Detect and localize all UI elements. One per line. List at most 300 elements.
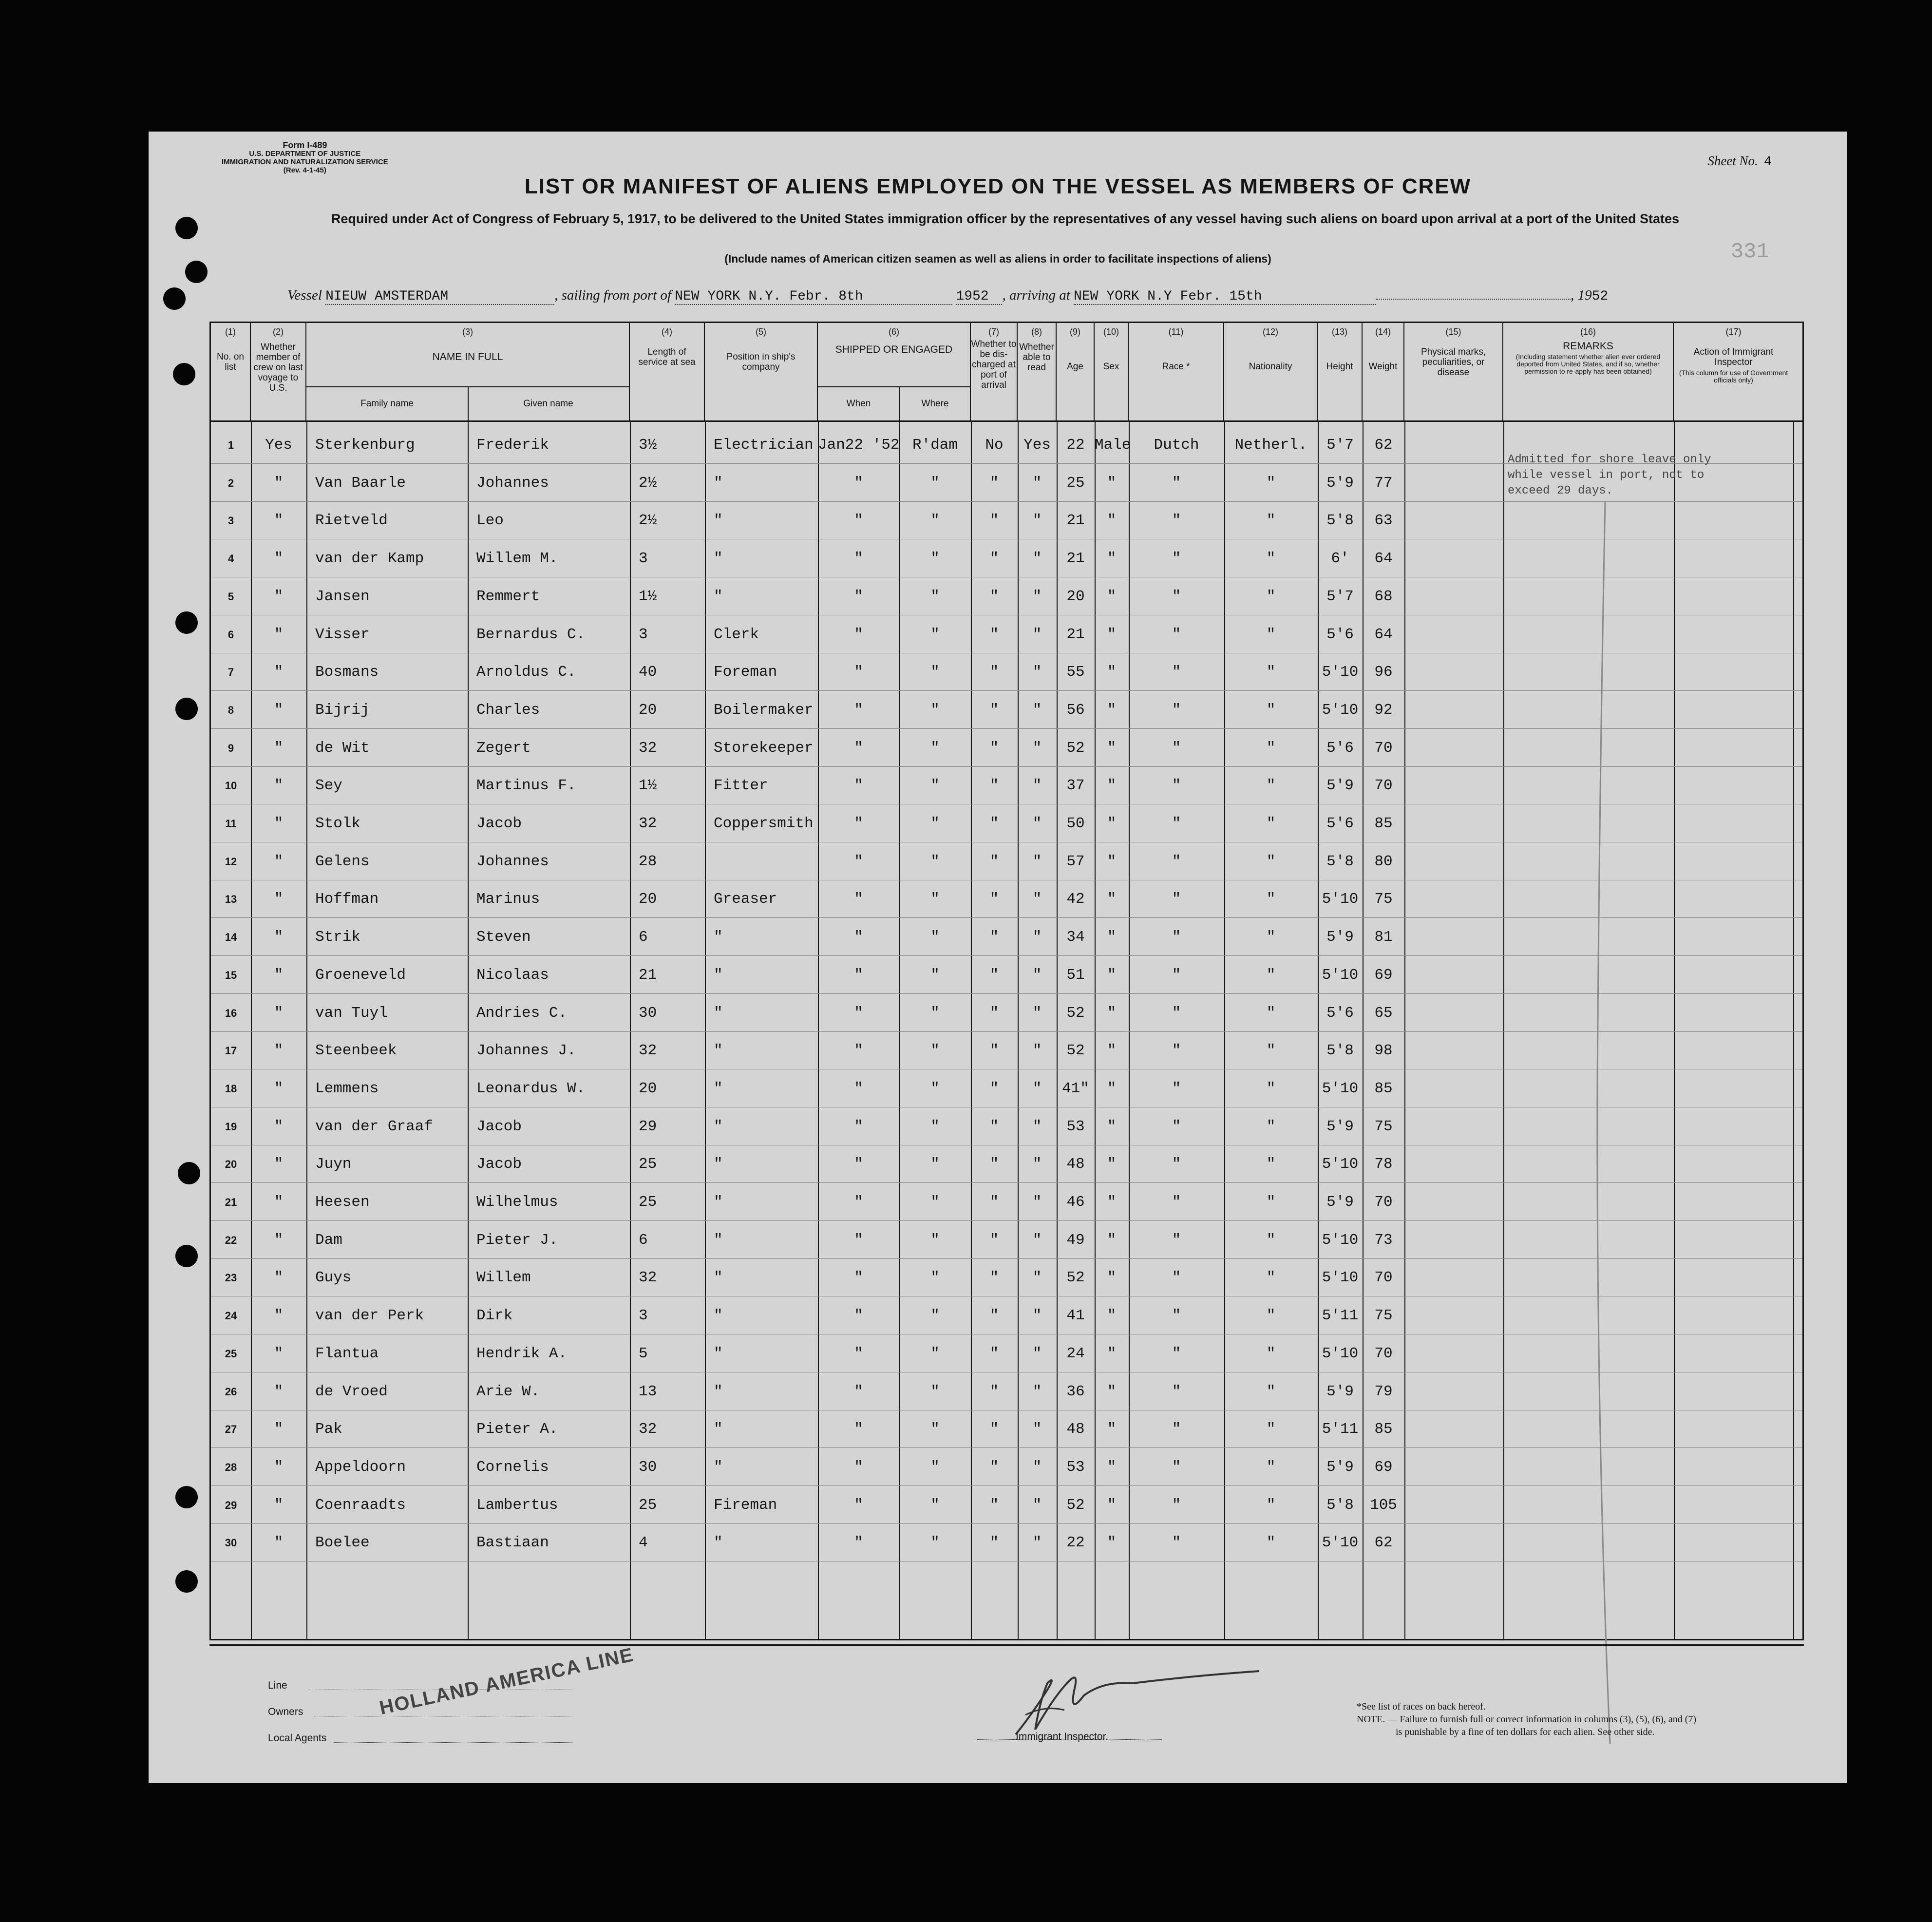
family-name: Dam bbox=[315, 1231, 342, 1249]
row-number: 5 bbox=[227, 590, 234, 603]
nationality: " bbox=[1266, 777, 1276, 795]
race: " bbox=[1172, 1269, 1181, 1287]
nationality: " bbox=[1266, 1421, 1276, 1438]
service-length: 32 bbox=[639, 1269, 657, 1287]
position: " bbox=[714, 1421, 723, 1438]
height: 5'8 bbox=[1326, 853, 1354, 870]
given-name: Leonardus W. bbox=[476, 1080, 586, 1097]
discharged: " bbox=[989, 701, 999, 719]
able-to-read: " bbox=[1032, 626, 1042, 643]
discharged: " bbox=[989, 512, 999, 530]
discharged: " bbox=[989, 1458, 999, 1476]
agents-label: Local Agents bbox=[268, 1732, 327, 1744]
able-to-read: " bbox=[1032, 739, 1042, 757]
department: U.S. DEPARTMENT OF JUSTICE bbox=[249, 150, 361, 158]
able-to-read: " bbox=[1032, 815, 1042, 832]
race: " bbox=[1172, 550, 1181, 568]
service-length: 30 bbox=[639, 1004, 657, 1022]
position: " bbox=[714, 1156, 723, 1173]
discharged: " bbox=[989, 550, 999, 568]
family-name: de Wit bbox=[315, 739, 370, 757]
header-action: (17) Action of Immigrant Inspector (This column for use of Government officials only) bbox=[1679, 327, 1788, 384]
race: Dutch bbox=[1154, 437, 1199, 454]
row-number: 13 bbox=[225, 893, 237, 906]
position: Fitter bbox=[714, 777, 768, 795]
sex: " bbox=[1107, 1004, 1117, 1022]
row-number: 9 bbox=[227, 742, 234, 754]
row-number: 11 bbox=[225, 818, 237, 830]
discharged: " bbox=[989, 1496, 999, 1514]
table-row bbox=[211, 502, 1802, 539]
table-row bbox=[211, 1524, 1802, 1561]
table-row bbox=[211, 691, 1802, 729]
shipped-when: Jan22 '52 bbox=[818, 437, 900, 454]
table-row bbox=[211, 805, 1802, 842]
service-length: 1½ bbox=[639, 588, 657, 605]
vessel-line bbox=[287, 287, 1608, 305]
height: 5'10 bbox=[1322, 891, 1359, 908]
discharged: " bbox=[989, 1004, 999, 1022]
shipped-where: " bbox=[930, 1156, 940, 1173]
shipped-when: " bbox=[854, 588, 863, 605]
sheet-value: 4 bbox=[1763, 155, 1772, 170]
age: 37 bbox=[1066, 777, 1085, 795]
discharged: " bbox=[989, 739, 999, 757]
nationality: " bbox=[1266, 1004, 1276, 1022]
header-where: Where bbox=[921, 399, 949, 409]
shipped-where: " bbox=[930, 1118, 940, 1135]
race: " bbox=[1172, 1458, 1181, 1476]
age: 22 bbox=[1066, 437, 1085, 454]
height: 5'8 bbox=[1326, 512, 1354, 530]
header-physical: (15) Physical marks, peculiarities, or disease bbox=[1404, 323, 1503, 420]
race: " bbox=[1172, 588, 1181, 605]
age: 55 bbox=[1066, 664, 1085, 681]
weight: 77 bbox=[1374, 474, 1393, 492]
sailing-from: NEW YORK N.Y. Febr. 8th bbox=[675, 289, 952, 305]
nationality: " bbox=[1266, 966, 1276, 984]
able-to-read: " bbox=[1032, 966, 1042, 984]
weight: 78 bbox=[1374, 1156, 1393, 1173]
sex: " bbox=[1107, 1496, 1117, 1514]
able-to-read: " bbox=[1032, 853, 1042, 870]
shipped-where: " bbox=[930, 815, 940, 832]
height: 5'6 bbox=[1326, 626, 1354, 643]
given-name: Johannes bbox=[476, 474, 549, 492]
shipped-where: " bbox=[930, 550, 940, 568]
position: " bbox=[714, 1458, 723, 1476]
family-name: Flantua bbox=[315, 1345, 379, 1362]
able-to-read: " bbox=[1032, 1080, 1042, 1097]
race: " bbox=[1172, 853, 1181, 870]
age: 51 bbox=[1066, 966, 1085, 984]
race: " bbox=[1172, 1118, 1181, 1135]
service-length: 25 bbox=[639, 1194, 657, 1211]
age: 52 bbox=[1066, 739, 1085, 757]
pencil-line bbox=[1591, 502, 1620, 1749]
able-to-read: " bbox=[1032, 1421, 1042, 1438]
vessel-name: NIEUW AMSTERDAM bbox=[325, 289, 554, 305]
race: " bbox=[1172, 1345, 1181, 1362]
position: " bbox=[714, 929, 723, 946]
given-name: Cornelis bbox=[476, 1458, 549, 1476]
crew-table bbox=[209, 322, 1804, 1640]
able-to-read: " bbox=[1032, 1345, 1042, 1362]
nationality: " bbox=[1266, 1345, 1276, 1362]
shipped-where: " bbox=[930, 1496, 940, 1514]
position: " bbox=[714, 1345, 723, 1362]
able-to-read: " bbox=[1032, 1307, 1042, 1325]
height: 5'9 bbox=[1326, 777, 1354, 795]
position: Coppersmith bbox=[714, 815, 814, 832]
height: 5'10 bbox=[1322, 1231, 1359, 1249]
crew-flag: " bbox=[274, 701, 284, 719]
race: " bbox=[1172, 1421, 1181, 1438]
height: 5'10 bbox=[1322, 664, 1359, 681]
crew-flag: " bbox=[274, 1458, 284, 1476]
row-number: 25 bbox=[225, 1347, 237, 1360]
manifest-sheet bbox=[149, 132, 1847, 1783]
crew-flag: " bbox=[274, 966, 284, 984]
age: 21 bbox=[1066, 512, 1085, 530]
race: " bbox=[1172, 739, 1181, 757]
height: 5'11 bbox=[1322, 1421, 1359, 1438]
height: 5'10 bbox=[1322, 1269, 1359, 1287]
header-position: (5) Position in ship's company bbox=[705, 323, 818, 420]
age: 52 bbox=[1066, 1269, 1085, 1287]
age: 41 bbox=[1066, 1307, 1085, 1325]
height: 5'8 bbox=[1326, 1496, 1354, 1514]
given-name: Jacob bbox=[476, 1156, 522, 1173]
position: " bbox=[714, 1194, 723, 1211]
discharged: " bbox=[989, 1042, 999, 1060]
subnote: (Include names of American citizen seamen as well as aliens in order to facilitate inspections of aliens) bbox=[724, 252, 1271, 265]
crew-flag: " bbox=[274, 664, 284, 681]
position: Electrician bbox=[714, 437, 814, 454]
height: 5'9 bbox=[1326, 1383, 1354, 1400]
crew-flag: " bbox=[274, 1004, 284, 1022]
nationality: " bbox=[1266, 626, 1276, 643]
race: " bbox=[1172, 512, 1181, 530]
row-number: 28 bbox=[225, 1461, 237, 1473]
service-length: 4 bbox=[639, 1534, 648, 1552]
weight: 70 bbox=[1374, 1194, 1393, 1211]
able-to-read: " bbox=[1032, 1383, 1042, 1400]
sailing-year: 1952 bbox=[956, 289, 1002, 305]
shipped-when: " bbox=[854, 1421, 863, 1438]
table-row bbox=[211, 994, 1802, 1032]
shipped-where: " bbox=[930, 966, 940, 984]
discharged: " bbox=[989, 966, 999, 984]
position: Fireman bbox=[714, 1496, 777, 1514]
race: " bbox=[1172, 701, 1181, 719]
line-stamp: HOLLAND AMERICA LINE bbox=[378, 1644, 636, 1719]
row-number: 8 bbox=[227, 704, 234, 716]
header-age: (9) Age bbox=[1057, 323, 1095, 420]
nationality: " bbox=[1266, 664, 1276, 681]
age: 46 bbox=[1066, 1194, 1085, 1211]
service-length: 32 bbox=[639, 1042, 657, 1060]
sex: " bbox=[1107, 815, 1117, 832]
table-row bbox=[211, 1259, 1802, 1296]
discharged: " bbox=[989, 853, 999, 870]
sex: " bbox=[1107, 550, 1117, 568]
height: 5'11 bbox=[1322, 1307, 1359, 1325]
given-name: Andries C. bbox=[476, 1004, 568, 1022]
service-length: 2½ bbox=[639, 474, 657, 492]
sex: " bbox=[1107, 1383, 1117, 1400]
sex: " bbox=[1107, 512, 1117, 530]
shipped-when: " bbox=[854, 1534, 863, 1552]
row-number: 18 bbox=[225, 1082, 237, 1095]
height: 5'9 bbox=[1326, 929, 1354, 946]
service-length: 3 bbox=[639, 626, 648, 643]
form-number: Form I-489 bbox=[283, 140, 327, 150]
service-length: 6 bbox=[639, 1231, 648, 1249]
given-name: Johannes J. bbox=[476, 1042, 576, 1060]
table-row bbox=[211, 767, 1802, 804]
able-to-read: " bbox=[1032, 1004, 1042, 1022]
age: 52 bbox=[1066, 1004, 1085, 1022]
race: " bbox=[1172, 815, 1181, 832]
given-name: Leo bbox=[476, 512, 504, 530]
race: " bbox=[1172, 1080, 1181, 1097]
sex: " bbox=[1107, 1534, 1117, 1552]
header-weight: (14) Weight bbox=[1363, 323, 1404, 420]
race: " bbox=[1172, 1194, 1181, 1211]
weight: 105 bbox=[1370, 1496, 1397, 1514]
nationality: " bbox=[1266, 1156, 1276, 1173]
service-length: 32 bbox=[639, 815, 657, 832]
given-name: Arie W. bbox=[476, 1383, 540, 1400]
weight: 62 bbox=[1374, 1534, 1393, 1552]
page-title: LIST OR MANIFEST OF ALIENS EMPLOYED ON THE VESSEL AS MEMBERS OF CREW bbox=[524, 174, 1472, 198]
header-family: Family name bbox=[360, 399, 414, 409]
service-length: 3 bbox=[639, 1307, 648, 1325]
given-name: Steven bbox=[476, 929, 531, 946]
shipped-when: " bbox=[854, 1118, 863, 1135]
shipped-where: " bbox=[930, 1458, 940, 1476]
sex: " bbox=[1107, 1080, 1117, 1097]
weight: 98 bbox=[1374, 1042, 1393, 1060]
family-name: Pak bbox=[315, 1421, 342, 1438]
height: 5'6 bbox=[1326, 1004, 1354, 1022]
table-row bbox=[211, 616, 1802, 653]
sheet-label: Sheet No. bbox=[1707, 153, 1758, 168]
position: " bbox=[714, 1307, 723, 1325]
height: 5'9 bbox=[1326, 1118, 1354, 1135]
row-number: 10 bbox=[225, 780, 237, 792]
sex: " bbox=[1107, 1231, 1117, 1249]
crew-flag: " bbox=[274, 1534, 284, 1552]
sex: " bbox=[1107, 1307, 1117, 1325]
weight: 96 bbox=[1374, 664, 1393, 681]
family-name: Steenbeek bbox=[315, 1042, 397, 1060]
shipped-where: " bbox=[930, 891, 940, 908]
race: " bbox=[1172, 1231, 1181, 1249]
shipped-when: " bbox=[854, 550, 863, 568]
table-row bbox=[211, 1032, 1802, 1069]
position: " bbox=[714, 512, 723, 530]
service-length: 21 bbox=[639, 966, 657, 984]
family-name: Rietveld bbox=[315, 512, 388, 530]
table-row bbox=[211, 1335, 1802, 1372]
nationality: " bbox=[1266, 853, 1276, 870]
age: 53 bbox=[1066, 1458, 1085, 1476]
shipped-where: " bbox=[930, 1534, 940, 1552]
shipped-where: " bbox=[930, 1231, 940, 1249]
line-label: Line bbox=[268, 1680, 287, 1691]
position: " bbox=[714, 1004, 723, 1022]
table-row bbox=[211, 843, 1802, 880]
sex: " bbox=[1107, 853, 1117, 870]
crew-flag: " bbox=[274, 1269, 284, 1287]
header-discharged: (7) Whether to be dis-charged at port of arrival bbox=[971, 323, 1018, 420]
year-suffix: 52 bbox=[1591, 289, 1609, 304]
nationality: " bbox=[1266, 1080, 1276, 1097]
family-name: Sey bbox=[315, 777, 342, 795]
race: " bbox=[1172, 626, 1181, 643]
weight: 85 bbox=[1374, 1421, 1393, 1438]
service-length: 2½ bbox=[639, 512, 657, 530]
crew-flag: " bbox=[274, 739, 284, 757]
family-name: Strik bbox=[315, 929, 361, 946]
family-name: Sterkenburg bbox=[315, 437, 415, 454]
weight: 75 bbox=[1374, 891, 1393, 908]
shipped-where: " bbox=[930, 588, 940, 605]
shipped-when: " bbox=[854, 1496, 863, 1514]
able-to-read: " bbox=[1032, 1458, 1042, 1476]
position: Foreman bbox=[714, 664, 777, 681]
age: 20 bbox=[1066, 588, 1085, 605]
footnote-fine: is punishable by a fine of ten dollars for each alien. See other side. bbox=[1396, 1727, 1655, 1737]
family-name: Bosmans bbox=[315, 664, 379, 681]
shipped-when: " bbox=[854, 1383, 863, 1400]
year-prefix: , 19 bbox=[1571, 287, 1592, 303]
position: " bbox=[714, 1118, 723, 1135]
row-number: 16 bbox=[225, 1007, 237, 1019]
given-name: Frederik bbox=[476, 437, 549, 454]
sex: " bbox=[1107, 891, 1117, 908]
able-to-read: " bbox=[1032, 664, 1042, 681]
service-length: 1½ bbox=[639, 777, 657, 795]
row-number: 4 bbox=[227, 552, 234, 565]
weight: 62 bbox=[1374, 437, 1393, 454]
race: " bbox=[1172, 1534, 1181, 1552]
table-row bbox=[211, 1373, 1802, 1410]
age: 52 bbox=[1066, 1042, 1085, 1060]
family-name: Guys bbox=[315, 1269, 352, 1287]
able-to-read: " bbox=[1032, 1269, 1042, 1287]
family-name: Visser bbox=[315, 626, 370, 643]
able-to-read: " bbox=[1032, 1496, 1042, 1514]
given-name: Marinus bbox=[476, 891, 540, 908]
shipped-when: " bbox=[854, 1269, 863, 1287]
position: Greaser bbox=[714, 891, 777, 908]
shipped-when: " bbox=[854, 512, 863, 530]
service-length: 3½ bbox=[639, 437, 657, 454]
shipped-where: " bbox=[930, 626, 940, 643]
shipped-when: " bbox=[854, 1156, 863, 1173]
shipped-when: " bbox=[854, 966, 863, 984]
service-length: 13 bbox=[639, 1383, 657, 1400]
shipped-when: " bbox=[854, 815, 863, 832]
able-to-read: " bbox=[1032, 1534, 1042, 1552]
position bbox=[714, 843, 818, 880]
service-length: 25 bbox=[639, 1496, 657, 1514]
header-shipped: (6) SHIPPED OR ENGAGED When Where bbox=[818, 323, 971, 420]
shipped-when: " bbox=[854, 626, 863, 643]
service-length: 20 bbox=[639, 1080, 657, 1097]
sex: " bbox=[1107, 701, 1117, 719]
header-race: (11) Race * bbox=[1129, 323, 1224, 420]
sex: " bbox=[1107, 739, 1117, 757]
family-name: Stolk bbox=[315, 815, 361, 832]
family-name: Hoffman bbox=[315, 891, 379, 908]
discharged: " bbox=[989, 891, 999, 908]
row-number: 3 bbox=[227, 514, 234, 527]
race: " bbox=[1172, 891, 1181, 908]
table-row bbox=[211, 956, 1802, 994]
able-to-read: " bbox=[1032, 474, 1042, 492]
row-number: 30 bbox=[225, 1537, 237, 1549]
header-crew: (2) Whether member of crew on last voyage to U.S. bbox=[251, 323, 306, 420]
nationality: " bbox=[1266, 1534, 1276, 1552]
able-to-read: " bbox=[1032, 1156, 1042, 1173]
discharged: " bbox=[989, 777, 999, 795]
crew-flag: " bbox=[274, 588, 284, 605]
header-height: (13) Height bbox=[1318, 323, 1363, 420]
nationality: " bbox=[1266, 929, 1276, 946]
height: 5'9 bbox=[1326, 474, 1354, 492]
given-name: Jacob bbox=[476, 1118, 522, 1135]
position: " bbox=[714, 1534, 723, 1552]
header-name: (3) NAME IN FULL Family name Given name bbox=[306, 323, 630, 420]
weight: 69 bbox=[1374, 1458, 1393, 1476]
row-number: 12 bbox=[225, 855, 237, 868]
able-to-read: " bbox=[1032, 929, 1042, 946]
sex: " bbox=[1107, 664, 1117, 681]
discharged: " bbox=[989, 1421, 999, 1438]
sex: " bbox=[1107, 1042, 1117, 1060]
shipped-where: " bbox=[930, 1383, 940, 1400]
able-to-read: " bbox=[1032, 550, 1042, 568]
shipped-when: " bbox=[854, 1194, 863, 1211]
vessel-label: Vessel bbox=[287, 287, 322, 303]
sex: " bbox=[1107, 1421, 1117, 1438]
shipped-when: " bbox=[854, 1231, 863, 1249]
able-to-read: " bbox=[1032, 512, 1042, 530]
given-name: Johannes bbox=[476, 853, 549, 870]
row-number: 14 bbox=[225, 931, 237, 944]
sex: " bbox=[1107, 1345, 1117, 1362]
crew-flag: " bbox=[274, 853, 284, 870]
race: " bbox=[1172, 966, 1181, 984]
sex: " bbox=[1107, 966, 1117, 984]
inspector-label: Immigrant Inspector. bbox=[1016, 1731, 1109, 1742]
given-name: Martinus F. bbox=[476, 777, 576, 795]
discharged: " bbox=[989, 1156, 999, 1173]
sex: " bbox=[1107, 929, 1117, 946]
crew-flag: " bbox=[274, 1080, 284, 1097]
weight: 68 bbox=[1374, 588, 1393, 605]
table-row bbox=[211, 1183, 1802, 1221]
given-name: Wilhelmus bbox=[476, 1194, 558, 1211]
crew-flag: " bbox=[274, 1307, 284, 1325]
shipped-when: " bbox=[854, 1307, 863, 1325]
shipped-when: " bbox=[854, 1080, 863, 1097]
sex: " bbox=[1107, 1156, 1117, 1173]
